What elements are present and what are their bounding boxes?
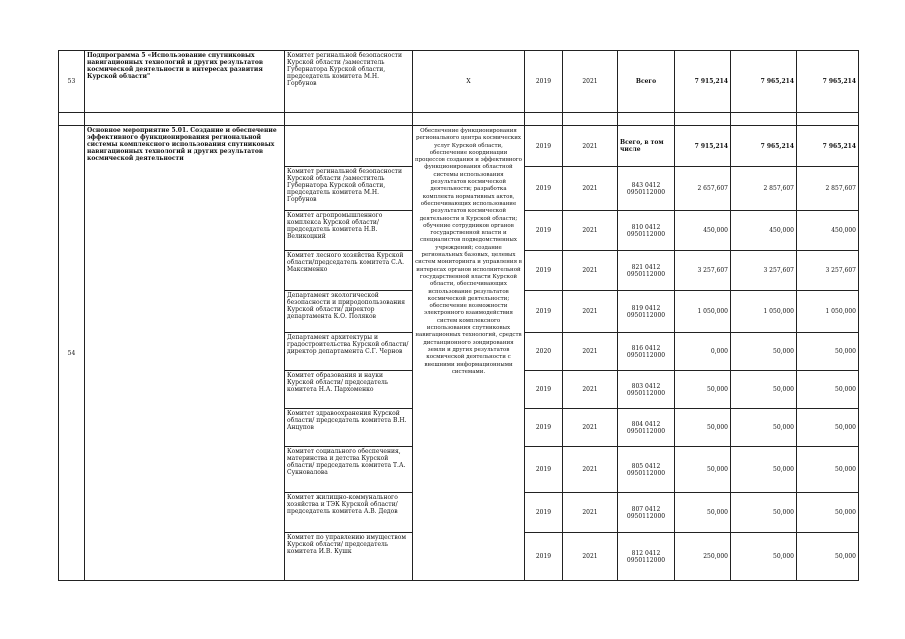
amount-2020: 450,000 [731,211,797,251]
amount-2020: 7 965,214 [731,126,797,167]
start-year: 2019 [525,51,563,113]
amount-2020: 7 965,214 [731,51,797,113]
amount-2019: 1 050,000 [675,291,731,333]
budget-code: 816 0412 0950112000 [618,333,675,371]
executor-cell: Комитет по управлению имуществом Курской области/ председатель комитета И.В. Кушк [285,533,413,581]
start-year: 2019 [525,291,563,333]
budget-code: 821 0412 0950112000 [618,251,675,291]
executor-cell: Комитет жилищно-коммунального хозяйства и ТЭК Курской области/ председатель комитета А.В. Дедов [285,493,413,533]
executor-cell: Комитет агропромышленного комплекса Курской области/ председатель комитета Н.В. Великоцкий [285,211,413,251]
amount-2021: 1 050,000 [797,291,859,333]
amount-2021: 2 857,607 [797,167,859,211]
end-year: 2021 [563,371,618,409]
executor-cell: Комитет регинальной безопасности Курской области /заместитель Губернатора Курской области, председатель комитета М.Н. Горбунов [285,51,413,113]
amount-2021: 50,000 [797,493,859,533]
executor-cell: Комитет лесного хозяйства Курской области/председатель комитета С.А. Максименко [285,251,413,291]
row-number: 53 [59,51,85,113]
end-year: 2021 [563,333,618,371]
start-year: 2020 [525,333,563,371]
amount-2021: 450,000 [797,211,859,251]
budget-code: 812 0412 0950112000 [618,533,675,581]
end-year: 2021 [563,533,618,581]
executor-cell: Комитет социального обеспечения, материнства и детства Курской области/ председатель комитета Т.А. Сукновалова [285,447,413,493]
amount-2019: 50,000 [675,447,731,493]
amount-2019: 2 657,607 [675,167,731,211]
budget-code: Всего, в том числе [618,126,675,167]
amount-2021: 50,000 [797,409,859,447]
amount-2019: 250,000 [675,533,731,581]
budget-code: 805 0412 0950112000 [618,447,675,493]
budget-code: 810 0412 0950112000 [618,211,675,251]
amount-2020: 50,000 [731,409,797,447]
start-year: 2019 [525,371,563,409]
start-year: 2019 [525,126,563,167]
amount-2021: 7 965,214 [797,126,859,167]
amount-2021: 7 965,214 [797,51,859,113]
amount-2020: 1 050,000 [731,291,797,333]
budget-code: Всего [618,51,675,113]
amount-2021: 50,000 [797,533,859,581]
end-year: 2021 [563,251,618,291]
end-year: 2021 [563,211,618,251]
budget-code: 843 0412 0950112000 [618,167,675,211]
end-year: 2021 [563,291,618,333]
executor-cell: Департамент архитектуры и градостроительства Курской области/ директор департамента С.Г. Чернов [285,333,413,371]
amount-2021: 50,000 [797,371,859,409]
amount-2020: 50,000 [731,447,797,493]
start-year: 2019 [525,251,563,291]
budget-code: 807 0412 0950112000 [618,493,675,533]
start-year: 2019 [525,493,563,533]
budget-code: 819 0412 0950112000 [618,291,675,333]
result-cell: X [413,51,525,113]
budget-code: 804 0412 0950112000 [618,409,675,447]
amount-2019: 50,000 [675,493,731,533]
amount-2019: 50,000 [675,371,731,409]
amount-2021: 3 257,607 [797,251,859,291]
table-row [59,51,859,113]
end-year: 2021 [563,51,618,113]
budget-table [58,50,859,581]
amount-2020: 2 857,607 [731,167,797,211]
table-spacer [59,113,859,126]
amount-2019: 7 915,214 [675,126,731,167]
amount-2019: 0,000 [675,333,731,371]
amount-2021: 50,000 [797,447,859,493]
end-year: 2021 [563,447,618,493]
amount-2020: 50,000 [731,493,797,533]
table-row [59,126,859,167]
start-year: 2019 [525,211,563,251]
end-year: 2021 [563,493,618,533]
end-year: 2021 [563,126,618,167]
executor-cell: Департамент экологической безопасности и природопользования Курской области/ директор департамента К.О. Поляков [285,291,413,333]
amount-2020: 50,000 [731,533,797,581]
amount-2020: 3 257,607 [731,251,797,291]
amount-2019: 3 257,607 [675,251,731,291]
amount-2019: 450,000 [675,211,731,251]
start-year: 2019 [525,409,563,447]
executor-cell: Комитет регинальной безопасности Курской области /заместитель Губернатора Курской области, председатель комитета М.Н. Горбунов [285,167,413,211]
end-year: 2021 [563,167,618,211]
executor-cell: Комитет здравоохранения Курской области/ председатель комитета В.Н. Анцупов [285,409,413,447]
amount-2019: 50,000 [675,409,731,447]
end-year: 2021 [563,409,618,447]
event-title: Основное мероприятие 5.01. Создание и обеспечение эффективного функционирования региональной системы комплексного использования спутниковых навигационных технологий и других результатов космической деятельности [85,126,285,581]
amount-2020: 50,000 [731,371,797,409]
start-year: 2019 [525,167,563,211]
amount-2021: 50,000 [797,333,859,371]
program-title: Подпрограмма 5 «Использование спутниковых навигационных технологий и других результатов космической деятельности в интересах развития Курской области" [85,51,285,113]
executor-cell [285,126,413,167]
amount-2019: 7 915,214 [675,51,731,113]
budget-code: 803 0412 0950112000 [618,371,675,409]
executor-cell: Комитет образования и науки Курской области/ председатель комитета Н.А. Пархоменко [285,371,413,409]
start-year: 2019 [525,447,563,493]
amount-2020: 50,000 [731,333,797,371]
start-year: 2019 [525,533,563,581]
row-number: 54 [59,126,85,581]
result-description: Обеспечение функционирования регионального центра космических услуг Курской области, обеспечение координации процессов создания и эффективного функционирования областной системы использования результатов космической деятельности; разработка комплекта нормативных актов, обеспечивающих использование результатов космической деятельности в Курской области; обучение сотрудников органов государственной власти и специалистов подведомственных учреждений; создание региональных базовых, целевых систем мониторинга и управления в интересах органов исполнительной государственной власти Курской области, обеспечивающих использование результатов космической деятельности; обеспечение возможности электронного взаимодействия систем комплексного использования спутниковых навигационных технологий, средств дистанционного зондирования земли и других результатов космической деятельности с внешними информационными системами. [413,126,525,581]
